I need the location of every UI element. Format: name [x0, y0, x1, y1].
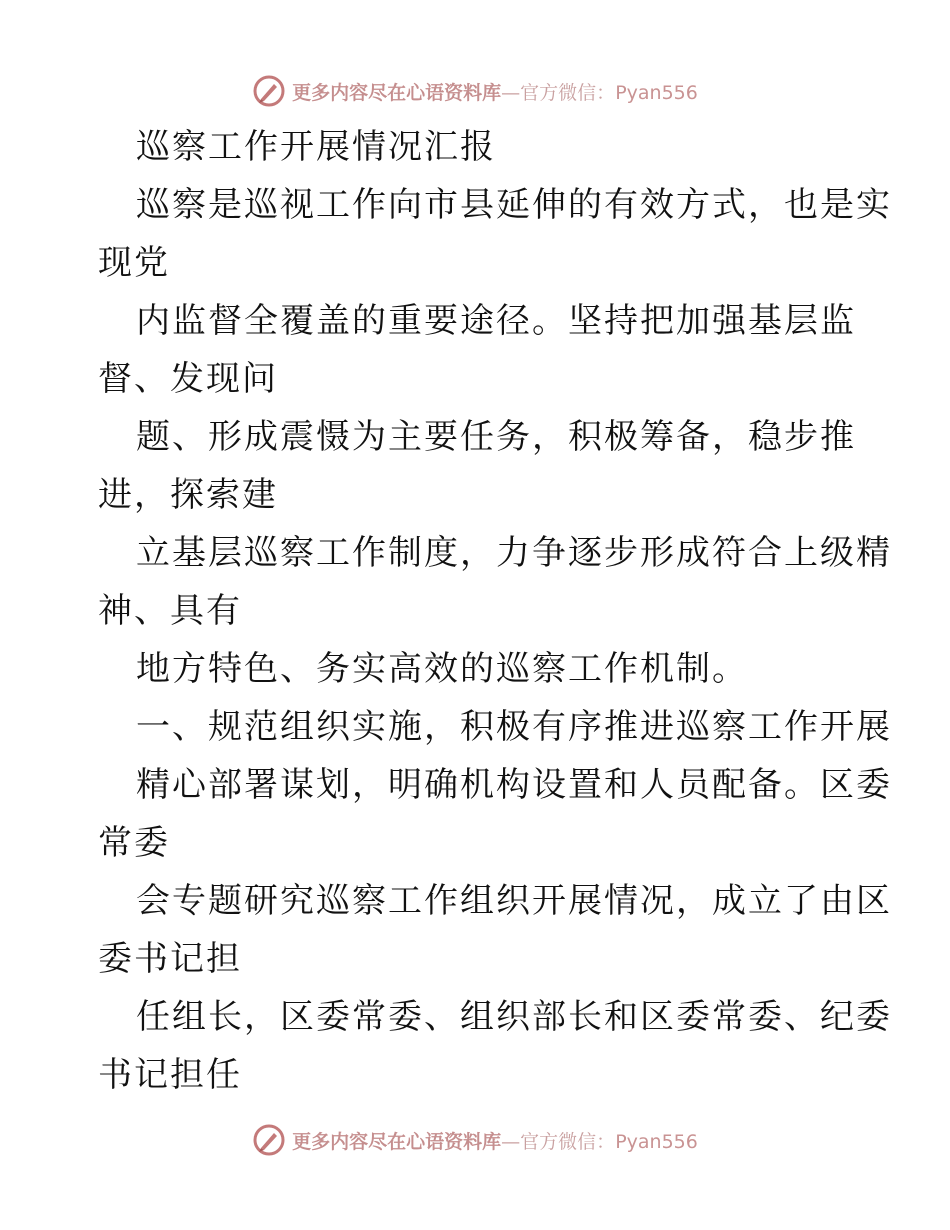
text-line: 巡察是巡视工作向市县延伸的有效方式，也是实	[136, 185, 892, 225]
pen-circle-logo-icon	[252, 1123, 286, 1157]
text-line: 进，探索建	[98, 475, 278, 515]
text-line: 常委	[98, 823, 170, 863]
watermark-brand: 更多内容尽在心语资料库	[292, 1130, 502, 1153]
text-line: 委书记担	[98, 939, 242, 979]
document-body	[98, 118, 892, 1104]
text-line: 题、形成震慑为主要任务，积极筹备，稳步推	[136, 417, 856, 457]
document-title: 巡察工作开展情况汇报	[136, 127, 496, 167]
text-line: 神、具有	[98, 591, 242, 631]
text-line: 任组长，区委常委、组织部长和区委常委、纪委	[136, 997, 892, 1037]
text-line: 内监督全覆盖的重要途径。坚持把加强基层监	[136, 301, 856, 341]
text-line: 立基层巡察工作制度，力争逐步形成符合上级精	[136, 533, 892, 573]
watermark-header	[0, 71, 950, 111]
text-line: 地方特色、务实高效的巡察工作机制。	[136, 649, 748, 689]
watermark-footer	[0, 1120, 950, 1160]
text-line: 督、发现问	[98, 359, 278, 399]
pen-circle-logo-icon	[252, 74, 286, 108]
watermark-wechat-id: Pyan556	[615, 1130, 698, 1153]
section-heading: 一、规范组织实施，积极有序推进巡察工作开展	[136, 707, 892, 747]
watermark-wechat-id: Pyan556	[615, 81, 698, 104]
text-line: 精心部署谋划，明确机构设置和人员配备。区委	[136, 765, 892, 805]
text-line: 会专题研究巡察工作组织开展情况，成立了由区	[136, 881, 892, 921]
text-line: 现党	[98, 243, 170, 283]
watermark-label: —官方微信：	[501, 81, 616, 104]
watermark-brand: 更多内容尽在心语资料库	[292, 81, 502, 104]
watermark-text	[292, 78, 698, 105]
text-line: 书记担任	[98, 1055, 242, 1095]
watermark-text	[292, 1127, 698, 1154]
watermark-label: —官方微信：	[501, 1130, 616, 1153]
